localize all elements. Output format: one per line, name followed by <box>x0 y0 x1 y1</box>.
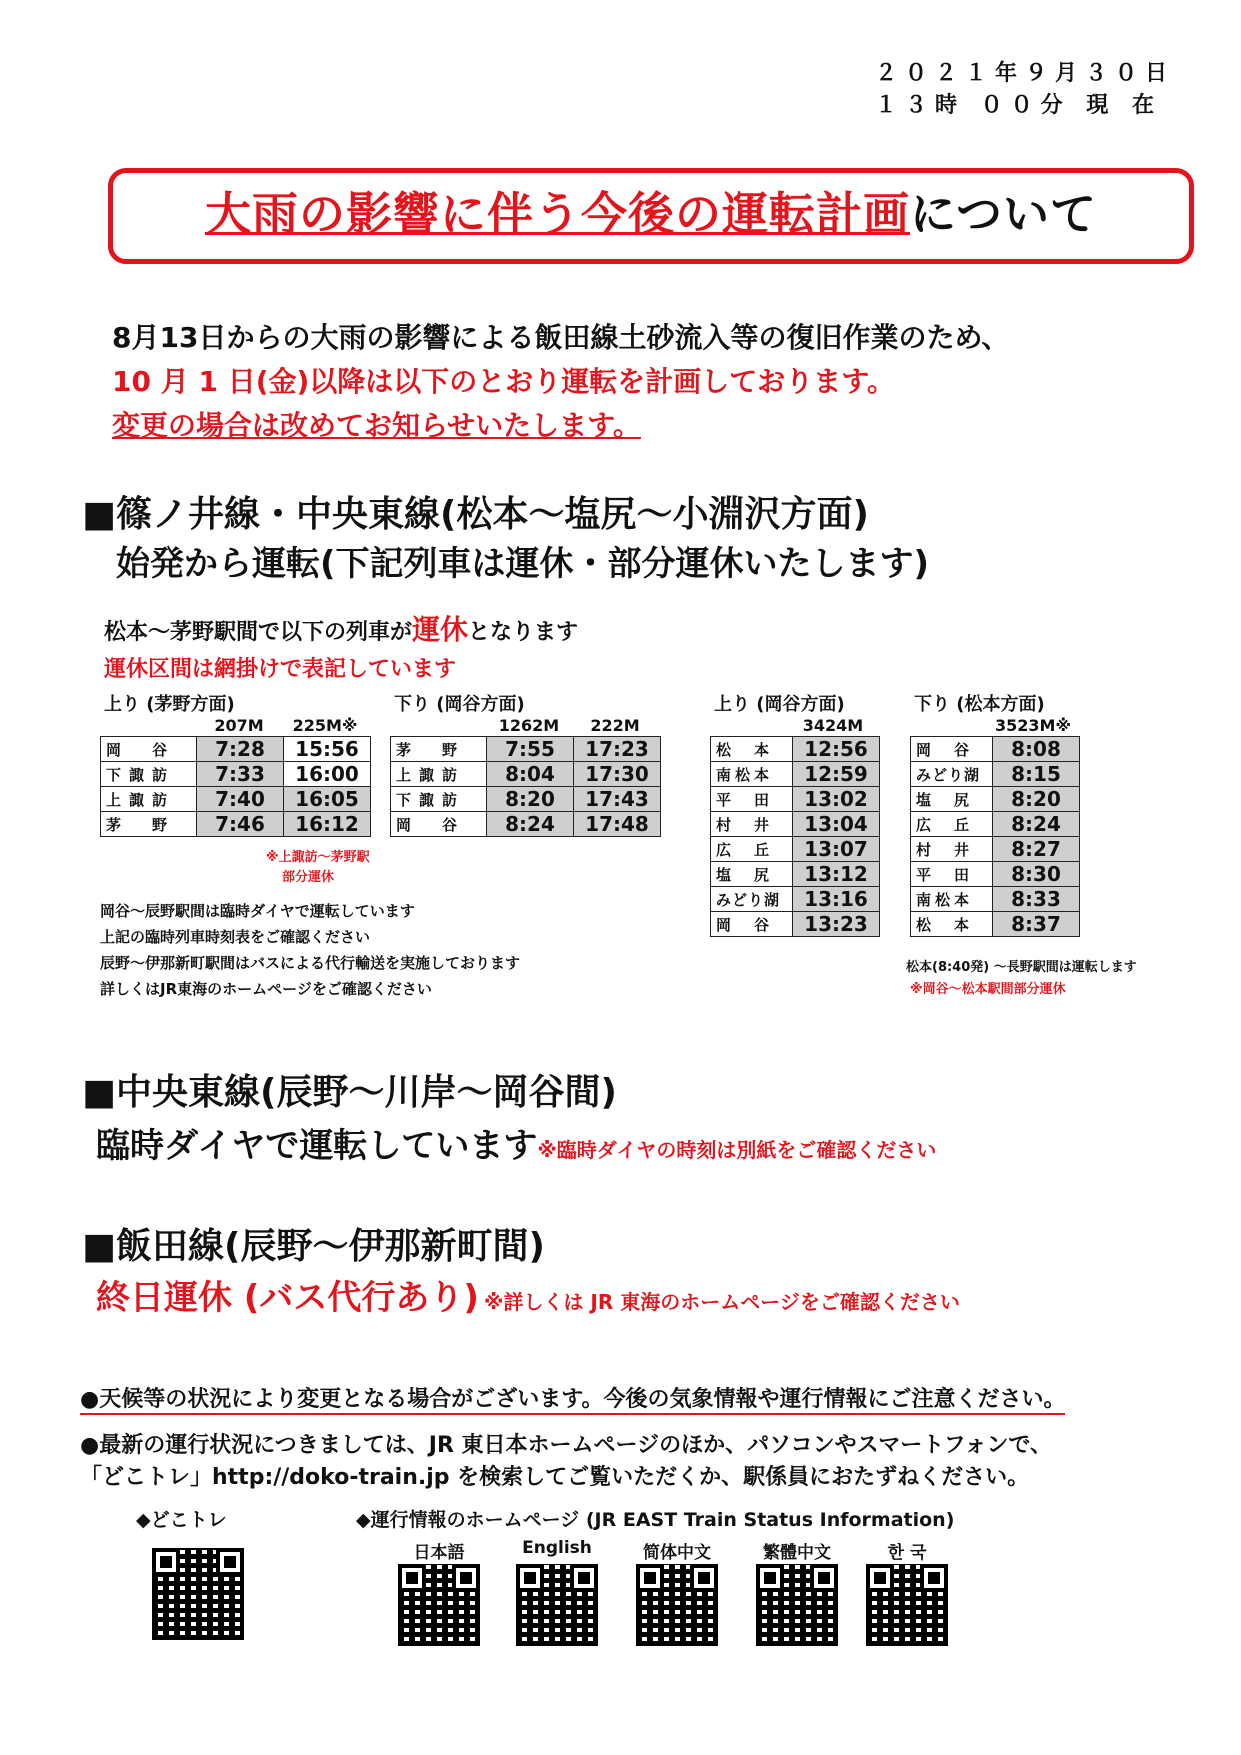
station-cell: 上諏訪 <box>101 787 197 812</box>
table-row <box>911 837 1080 862</box>
time-cell: 7:46 <box>197 812 284 837</box>
table-row <box>101 762 371 787</box>
table1-col1: 207M <box>214 716 264 735</box>
table3 <box>710 736 880 937</box>
qr-label: English <box>522 1538 592 1558</box>
time-cell: 7:55 <box>487 737 574 762</box>
page-title-black: について <box>909 187 1098 241</box>
time-cell: 17:48 <box>574 812 661 837</box>
table-row <box>101 737 371 762</box>
section3-note-red: ※詳しくは JR 東海のホームページをご確認ください <box>484 1290 960 1314</box>
table-row <box>911 887 1080 912</box>
note-line: 上記の臨時列車時刻表をご確認ください <box>100 928 371 946</box>
table-row <box>711 887 880 912</box>
table3-caption: 上り (岡谷方面) <box>714 694 845 715</box>
table-row <box>911 862 1080 887</box>
station-cell: 岡 谷 <box>711 912 793 937</box>
time-cell: 17:30 <box>574 762 661 787</box>
traditional-chinese-qr-icon[interactable] <box>756 1564 838 1646</box>
table1-footnote2: 部分運休 <box>282 870 335 885</box>
note-line: 辰野～伊那新町駅間はバスによる代行輸送を実施しております <box>100 954 521 972</box>
station-cell: 広 丘 <box>711 837 793 862</box>
footer-line-2: ●最新の運行状況につきましては、JR 東日本ホームページのほか、パソコンやスマートフォンで、 <box>80 1433 1053 1458</box>
table1-caption: 上り (茅野方面) <box>104 694 235 715</box>
station-cell: 岡 谷 <box>911 737 993 762</box>
time-cell: 8:24 <box>487 812 574 837</box>
time-cell: 13:04 <box>793 812 880 837</box>
table-row <box>391 787 661 812</box>
table4-caption: 下り (松本方面) <box>914 694 1045 715</box>
station-cell: 下諏訪 <box>391 787 487 812</box>
table-row <box>391 812 661 837</box>
footer-line-3: 「どこトレ」http://doko-train.jp を検索してご覧いただくか、駅係員におたずねください。 <box>80 1465 1030 1490</box>
date-line: ２０２１年９月３０日 <box>874 61 1175 86</box>
table4-col: 3523M※ <box>994 716 1071 735</box>
station-cell: 茅 野 <box>101 812 197 837</box>
time-cell: 8:08 <box>993 737 1080 762</box>
station-cell: 上諏訪 <box>391 762 487 787</box>
station-cell: 南松本 <box>711 762 793 787</box>
table-row <box>711 837 880 862</box>
table-row <box>711 787 880 812</box>
time-cell: 7:40 <box>197 787 284 812</box>
time-cell: 8:20 <box>487 787 574 812</box>
table-row <box>911 812 1080 837</box>
intro-line-2: 10 月 1 日(金)以降は以下のとおり運転を計画しております。 <box>112 365 896 398</box>
time-cell: 12:59 <box>793 762 880 787</box>
time-cell: 8:27 <box>993 837 1080 862</box>
station-cell: 塩 尻 <box>911 787 993 812</box>
section2-sub-text: 臨時ダイヤで運転しています <box>96 1126 538 1166</box>
table1-col2: 225M※ <box>292 716 358 735</box>
station-cell: 岡 谷 <box>391 812 487 837</box>
table-row <box>911 737 1080 762</box>
table-row <box>101 812 371 837</box>
station-cell: 茅 野 <box>391 737 487 762</box>
time-cell: 8:24 <box>993 812 1080 837</box>
table-row <box>711 912 880 937</box>
dokotore-qr-icon[interactable] <box>152 1548 244 1640</box>
time-cell: 17:23 <box>574 737 661 762</box>
table2-caption: 下り (岡谷方面) <box>394 694 525 715</box>
time-cell: 13:23 <box>793 912 880 937</box>
time-cell: 8:33 <box>993 887 1080 912</box>
english-qr-icon[interactable] <box>516 1564 598 1646</box>
time-cell: 8:37 <box>993 912 1080 937</box>
station-cell: 松 本 <box>911 912 993 937</box>
qr-label: 简体中文 <box>643 1543 711 1563</box>
station-cell: 塩 尻 <box>711 862 793 887</box>
homepage-label: ◆運行情報のホームページ (JR EAST Train Status Information) <box>356 1509 955 1531</box>
table-row <box>711 862 880 887</box>
station-cell: 下諏訪 <box>101 762 197 787</box>
note-line: 詳しくはJR東海のホームページをご確認ください <box>100 980 432 998</box>
dokotore-label: ◆どこトレ <box>136 1509 227 1531</box>
time-cell: 16:05 <box>284 787 371 812</box>
table-row <box>391 737 661 762</box>
section3-sub <box>96 1270 960 1319</box>
station-cell: みどり湖 <box>711 887 793 912</box>
table4-footnote2: ※岡谷～松本駅間部分運休 <box>910 982 1066 997</box>
section1-note-a: 松本～茅野駅間で以下の列車が <box>104 620 413 645</box>
footer-line-1: ●天候等の状況により変更となる場合がございます。今後の気象情報や運行情報にご注意ください。 <box>80 1382 1065 1415</box>
time-cell: 8:15 <box>993 762 1080 787</box>
section2-sub <box>96 1118 936 1167</box>
table1 <box>100 736 371 837</box>
table1-footnote1: ※上諏訪～茅野駅 <box>266 850 370 865</box>
section3-heading: ■飯田線(辰野～伊那新町間) <box>82 1226 545 1267</box>
table4 <box>910 736 1080 937</box>
section1-note-red: 運休 <box>412 613 469 646</box>
table-row <box>391 762 661 787</box>
time-line: １３時 ００分 現 在 <box>874 93 1162 118</box>
table-row <box>711 762 880 787</box>
station-cell: みどり湖 <box>911 762 993 787</box>
section2-heading: ■中央東線(辰野～川岸～岡谷間) <box>82 1072 617 1113</box>
table-row <box>101 787 371 812</box>
table3-col: 3424M <box>802 716 864 735</box>
time-cell: 17:43 <box>574 787 661 812</box>
qr-label: 日本語 <box>413 1543 465 1563</box>
time-cell: 15:56 <box>284 737 371 762</box>
station-cell: 村 井 <box>911 837 993 862</box>
time-cell: 13:12 <box>793 862 880 887</box>
station-cell: 平 田 <box>711 787 793 812</box>
table2-col2: 222M <box>590 716 640 735</box>
time-cell: 13:02 <box>793 787 880 812</box>
section1-heading: ■篠ノ井線・中央東線(松本～塩尻～小淵沢方面) <box>82 494 869 535</box>
station-cell: 松 本 <box>711 737 793 762</box>
table-row <box>911 787 1080 812</box>
page-title-red: 大雨の影響に伴う今後の運転計画 <box>204 187 910 241</box>
section1-note2: 運休区間は網掛けで表記しています <box>104 657 457 682</box>
time-cell: 8:30 <box>993 862 1080 887</box>
page-title <box>108 178 1194 244</box>
time-cell: 12:56 <box>793 737 880 762</box>
time-cell: 13:07 <box>793 837 880 862</box>
section1-subheading: 始発から運転(下記列車は運休・部分運休いたします) <box>116 544 930 584</box>
table-row <box>711 812 880 837</box>
intro-line-1: 8月13日からの大雨の影響による飯田線土砂流入等の復旧作業のため、 <box>112 321 1010 354</box>
time-cell: 13:16 <box>793 887 880 912</box>
intro-line-3: 変更の場合は改めてお知らせいたします。 <box>112 409 641 442</box>
table-row <box>711 737 880 762</box>
section1-note <box>104 608 578 648</box>
station-cell: 南松本 <box>911 887 993 912</box>
notes-left <box>100 898 520 1002</box>
table4-footnote1: 松本(8:40発) ～長野駅間は運転します <box>906 960 1137 975</box>
note-line: 岡谷～辰野駅間は臨時ダイヤで運転しています <box>100 902 415 920</box>
time-cell: 16:12 <box>284 812 371 837</box>
time-cell: 7:33 <box>197 762 284 787</box>
date-stamp <box>875 58 1175 122</box>
station-cell: 平 田 <box>911 862 993 887</box>
time-cell: 8:04 <box>487 762 574 787</box>
section3-sub-red: 終日運休 (バス代行あり) <box>96 1278 479 1318</box>
korean-qr-icon[interactable] <box>866 1564 948 1646</box>
table-row <box>911 912 1080 937</box>
station-cell: 広 丘 <box>911 812 993 837</box>
time-cell: 7:28 <box>197 737 284 762</box>
japanese-qr-icon[interactable] <box>398 1564 480 1646</box>
section1-note-b: となります <box>468 620 579 645</box>
station-cell: 岡 谷 <box>101 737 197 762</box>
qr-label: 繁體中文 <box>763 1543 831 1563</box>
table2 <box>390 736 661 837</box>
station-cell: 村 井 <box>711 812 793 837</box>
time-cell: 16:00 <box>284 762 371 787</box>
section2-sub-red: ※臨時ダイヤの時刻は別紙をご確認ください <box>537 1138 937 1162</box>
table2-col1: 1262M <box>498 716 560 735</box>
qr-label: 한 국 <box>887 1543 927 1563</box>
time-cell: 8:20 <box>993 787 1080 812</box>
simplified-chinese-qr-icon[interactable] <box>636 1564 718 1646</box>
table-row <box>911 762 1080 787</box>
